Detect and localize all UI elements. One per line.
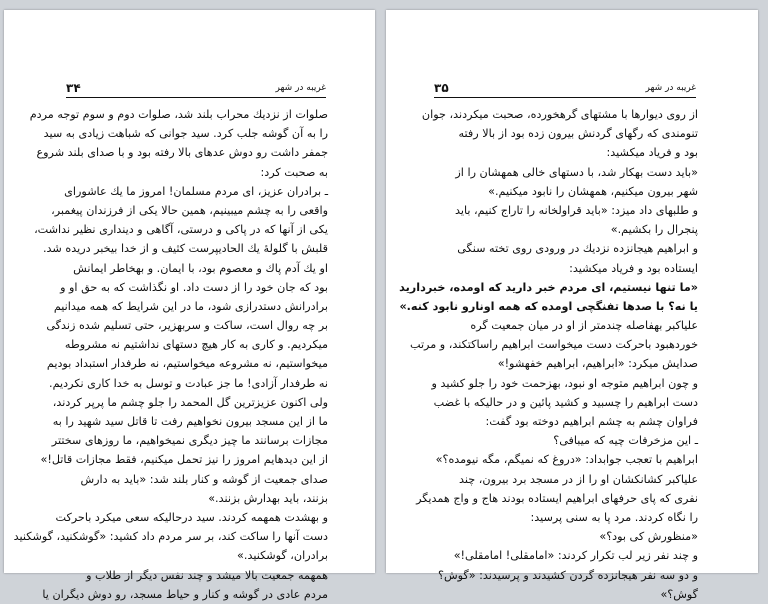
text-line: ـ برادران عزیز، ای مردم مسلمان! امروز ما یك عاشورای [64, 184, 328, 198]
text-line: را نگاه کردند. مرد پا به سنی پرسید: [530, 510, 698, 524]
text-line: صدای جمعیت از گوشه و کنار بلند شد: «باید به دارش [80, 472, 328, 486]
text-line: او یك آدم پاك و معصوم بود، با ایمان. و بهخاطر ایمانش [73, 261, 328, 275]
text-line: تنومندی که رگهای گردنش بیرون زده بود از بالا رفته [458, 127, 698, 141]
text-line: «منظورش کی بود؟» [599, 530, 698, 544]
text-line: ایستاده بود و فریاد میکشید: [569, 261, 698, 275]
left-page [4, 10, 375, 601]
running-title: غریبه در شهر [275, 83, 326, 93]
text-line: و دو سه نفر هیجانزده گردن کشیدند و پرسیدند: «گوش؟ [438, 568, 698, 582]
text-line: از روی دیوارها با مشتهای گرهخورده، صحبت میکردند، جوان [421, 108, 698, 121]
text-line: همهمه جمعیت بالا میشد و چند نفس دیگر از طلاب و [86, 568, 328, 582]
text-line: فراوان چشم به چشم ابراهیم دوخته بود گفت: [485, 415, 698, 428]
text-line: میخواستیم، نه مشروعه میخواستیم، نه طرفدار استبداد بودیم [46, 357, 328, 371]
text-line: نفری که پای حرفهای ابراهیم ایستاده بودند هاج و واج همدیگر [416, 491, 698, 505]
text-line: میکردیم. و کاری به کار هیچ دستهای نداشتیم نه مشروطه [64, 338, 328, 352]
text-line: یا نه؟ با صدها تفنگچی اومده که همه اونارو نابود کنه.» [399, 299, 698, 313]
text-line: پنجرال را بکشیم.» [610, 223, 698, 237]
text-line: ـ این مزخرفات چیه که میبافی؟ [553, 434, 698, 448]
header-rule [434, 97, 696, 98]
text-line: و چون ابراهیم متوجه او نبود، بهزحمت خود را جلو کشید و [431, 376, 698, 390]
page-header [434, 80, 696, 96]
text-line: بود که جان خود را از دست داد. او نگذاشت که به حق او و [60, 280, 328, 294]
text-line: قلبش با گلولهٔ یك الحادیپرست کثیف و از خدا بیخبر دریده شد. [42, 242, 328, 256]
text-line: بود و فریاد میکشید: [606, 146, 698, 160]
text-line: بزنند، باید بهدارش بزنند.» [208, 491, 328, 505]
text-line: صلوات از نزدیك محراب بلند شد، صلوات دوم و سوم توجه مردم [29, 108, 328, 121]
text-line: مردم عادی در گوشه و کنار و حیاط مسجد، رو دوش دیگران یا [42, 587, 328, 601]
text-line: نه طرفدار آزادی! ما جز عبادت و توسل به خدا کاری نکردیم. [49, 376, 328, 390]
text-line: برادران، گوشکنید.» [237, 549, 328, 563]
header-rule [66, 97, 326, 98]
text-line: و بهشدت همهمه کردند. سید درحالیکه سعی میکرد باحرکت [55, 510, 328, 524]
text-line: صدایش میکرد: «ابراهیم، ابراهیم خفهشو!» [497, 357, 698, 371]
text-line: گوش؟» [660, 587, 698, 601]
page-number: ٣۵ [434, 81, 449, 95]
text-line: «باید دست بهکار شد، با دستهای خالی همهشان را از [455, 165, 698, 179]
text-line: «ما تنها نیستیم، ای مردم خبر دارید که اومده، خبردارید [399, 280, 698, 294]
text-line: جمفر داشت رو دوش عدهای بالا رفته بود و با صدای بلند شروع [36, 146, 328, 160]
text-line: به صحبت کرد: [260, 165, 328, 179]
right-page [386, 10, 758, 601]
text-line: علیاکبر کشانکشان او را از در مسجد برد بیرون، چند [459, 472, 698, 486]
text-line: علیاکبر بهفاصله چندمتر از او در میان جمعیت گره [470, 319, 698, 333]
text-line: و چند نفر زیر لب تکرار کردند: «امامقلی! امامقلی!» [453, 549, 698, 563]
text-line: را به آن گوشه جلب کرد. سید جوانی که شباهت زیادی به سید [43, 127, 328, 141]
page-number: ٣۴ [66, 81, 81, 95]
text-line: برادرانش دستدرازی شود، ما در این شرایط که همه میدانیم [53, 299, 328, 313]
text-line: واقعی را به چشم میبینیم، همین حالا یکی از فرزندان پیغمبر، [51, 203, 328, 217]
page-body-text [13, 105, 328, 604]
text-line: از این دیدهایم امروز را نیز تحمل میکنیم، فقط مجازات قاتل!» [40, 453, 328, 467]
text-line: شهر بیرون میکنیم، همهشان را نابود میکنیم.» [488, 184, 698, 198]
page-body-text [399, 105, 698, 604]
text-line: و طلبهای داد میزد: «باید قراولخانه را تاراج کنیم، باید [454, 203, 698, 217]
text-line: خوردهبود باحرکت دست میخواست ابراهیم راساکتکند، و مرتب [409, 338, 698, 352]
text-line: ما از این مسجد بیرون نخواهیم رفت تا قاتل سید شهید را به [52, 415, 328, 428]
text-line: دست آنها را ساکت کند، بر سر مردم داد کشید: «گوشکنید، گوشکنید [13, 530, 328, 544]
text-line: ابراهیم با تعجب جوابداد: «دروغ که نمیگم، مگه نیومده؟» [435, 453, 698, 467]
text-line: و ابراهیم هیجانزده نزدیك در ورودی روی تخته سنگی [457, 242, 698, 256]
text-line: یکی از آنها که در پاکی و درستی، آگاهی و دینداری نظیر نداشت، [34, 223, 328, 237]
page-header [66, 80, 326, 96]
text-line: ولی اکنون عزیزترین گل المحمد را جلو چشم ما پرپر کردند، [52, 395, 328, 409]
text-line: مجازات برسانند ما چیز دیگری نمیخواهیم، ما روزهای سختتر [51, 434, 328, 448]
text-line: دست ابراهیم را چسبید و کشید پائین و در حالیکه با غضب [433, 395, 698, 409]
running-title: غریبه در شهر [645, 83, 696, 93]
text-line: بر چه روال است، ساکت و سربهزیر، حتی تسلیم شده زندگی [46, 319, 328, 333]
